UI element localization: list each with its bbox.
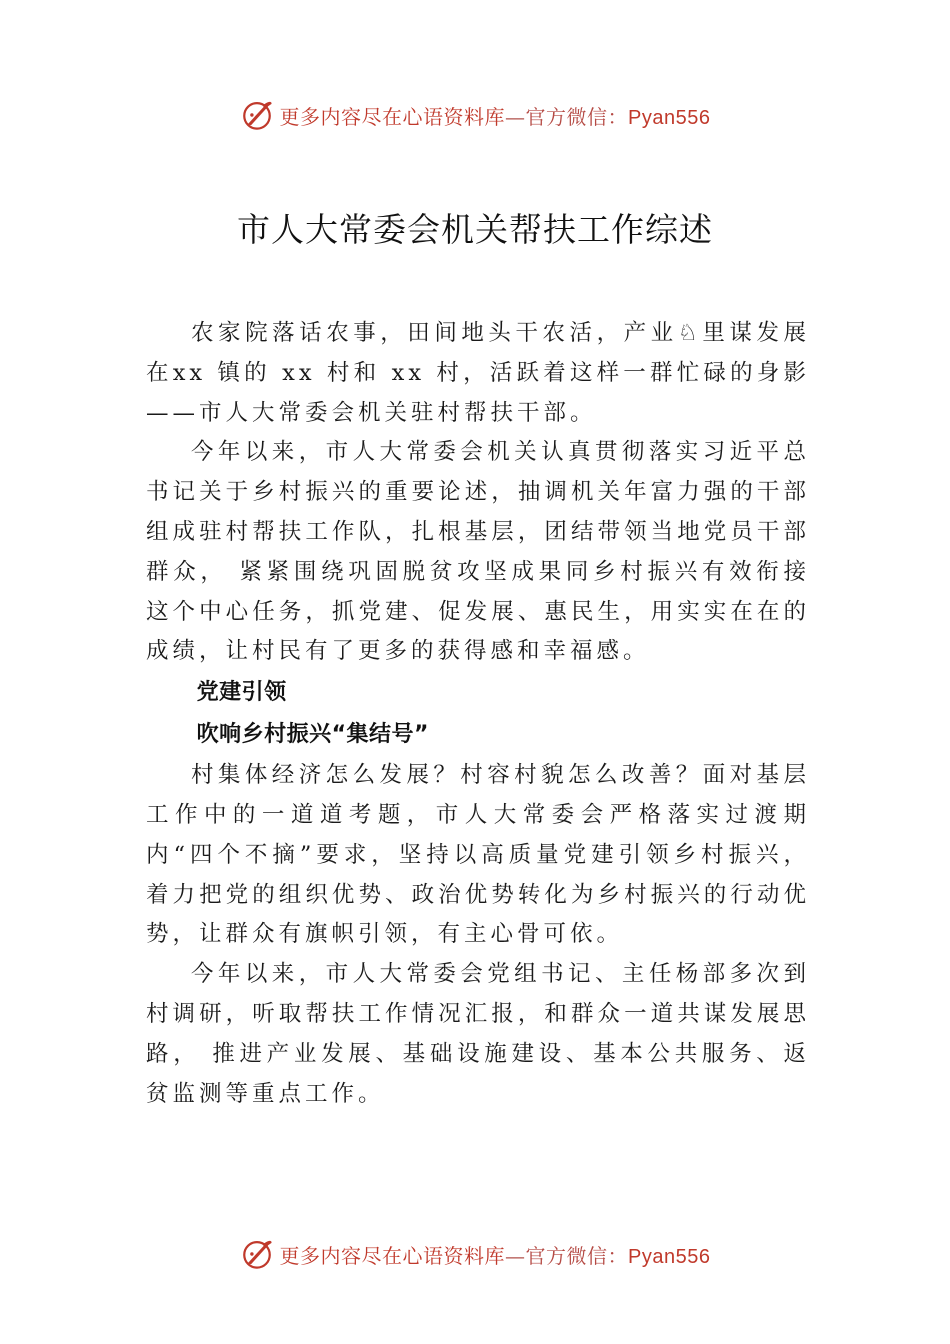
section-subheading: 吹响乡村振兴“集结号” — [196, 722, 430, 748]
document-title: 市人大常委会机关帮扶工作综述 — [237, 210, 713, 249]
paragraph-party-building: 村集体经济怎么发展？村容村貌怎么改善？面对基层工作中的一道道考题，市人大常委会严格落实过渡期内“四个不摘”要求，坚持以高质量党建引领乡村振兴，着力把党的组织优势、政治优势转化为乡村振兴的行动优势，让群众有旗帜引领，有主心骨可依。 — [146, 762, 810, 948]
watermark-site-name: 更多内容尽在心语资料库 — [279, 104, 506, 129]
watermark-separator: — — [505, 1243, 526, 1268]
paragraph-overview: 今年以来，市人大常委会机关认真贯彻落实习近平总书记关于乡村振兴的重要论述，抽调机关年富力强的干部组成驻村帮扶工作队，扎根基层，团结带领当地党员干部群众， 紧紧围绕巩固脱贫攻坚成果同乡村振兴有效衔接这个中心任务，抓党建、促发展、惠民生，用实实在在的成绩，让村民有了更多的获得感和幸福感。 — [146, 439, 810, 665]
header-watermark — [0, 95, 950, 135]
watermark-wechat-label: 官方微信： — [525, 104, 629, 129]
watermark-site-name: 更多内容尽在心语资料库 — [279, 1243, 506, 1268]
watermark-separator: — — [505, 104, 526, 129]
watermark-wechat-label: 官方微信： — [525, 1243, 629, 1268]
paragraph-intro: 农家院落话农事，田间地头干农活，产业♘里谋发展在xx 镇的 xx 村和 xx 村，活跃着这样一群忙碌的身影——市人大常委会机关驻村帮扶干部。 — [146, 320, 810, 426]
quill-pen-logo-icon — [240, 1237, 274, 1271]
paragraph-research: 今年以来，市人大常委会党组书记、主任杨部多次到村调研，听取帮扶工作情况汇报，和群众一道共谋发展思路， 推进产业发展、基础设施建设、基本公共服务、返贫监测等重点工作。 — [146, 961, 810, 1107]
watermark-wechat-id: Pyan556 — [628, 1245, 711, 1268]
footer-watermark — [0, 1234, 950, 1274]
document-body — [146, 314, 810, 1114]
watermark-wechat-id: Pyan556 — [628, 106, 711, 129]
section-heading: 党建引领 — [196, 680, 287, 706]
quill-pen-logo-icon — [240, 98, 274, 132]
